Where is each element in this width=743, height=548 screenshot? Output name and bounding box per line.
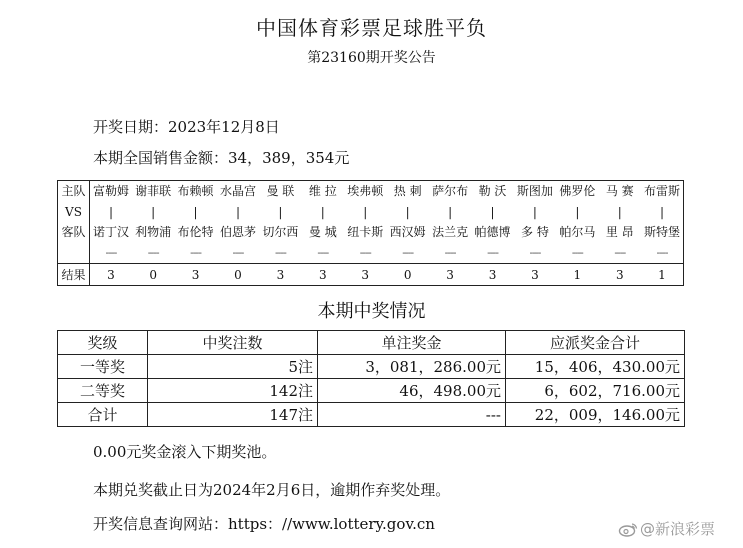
- match-away-team: 帕德博: [474, 225, 511, 240]
- match-home-team: 萨尔布: [432, 184, 469, 199]
- rollover-note: 0.00元奖金滚入下期奖池。: [93, 443, 277, 461]
- dash-separator: ----: [317, 246, 329, 260]
- match-result: 1: [556, 264, 598, 286]
- match-result: 3: [259, 264, 301, 286]
- match-away-team: 西汉姆: [389, 225, 426, 240]
- total-prize: 6，602，716.00元: [506, 379, 685, 403]
- match-home-team: 布雷斯: [643, 184, 680, 199]
- vs-separator: |: [151, 204, 156, 219]
- match-away-team: 多 特: [521, 225, 549, 240]
- match-away-team: 法兰克: [432, 225, 469, 240]
- draw-date: 开奖日期：2023年12月8日: [93, 118, 280, 136]
- dash-separator: ----: [614, 246, 626, 260]
- prize-table: [57, 330, 685, 427]
- match-result: 3: [344, 264, 386, 286]
- match-home-team: 水晶宫: [219, 184, 256, 199]
- match-home-team: 布赖顿: [177, 184, 214, 199]
- vs-separator: |: [193, 204, 198, 219]
- match-result: 0: [217, 264, 259, 286]
- match-result: 1: [641, 264, 684, 286]
- match-result: 3: [471, 264, 513, 286]
- match-result: 3: [90, 264, 132, 286]
- total-prize: 15，406，430.00元: [506, 355, 685, 379]
- match-result: 3: [514, 264, 556, 286]
- row-label-result: 结果: [58, 264, 90, 286]
- vs-separator: |: [108, 204, 113, 219]
- announcement-subtitle: 第23160期开奖公告: [307, 50, 436, 66]
- match-away-team: 利物浦: [135, 225, 172, 240]
- match-row-result: [58, 264, 684, 286]
- table-row: [58, 403, 685, 427]
- weibo-logo-icon: [618, 521, 638, 537]
- dash-separator: ----: [487, 246, 498, 260]
- match-home-team: 维 拉: [308, 184, 337, 199]
- vs-separator: |: [235, 204, 240, 219]
- dash-separator: ----: [274, 246, 286, 260]
- watermark-text: @新浪彩票: [640, 520, 716, 538]
- match-row-vs: [58, 202, 684, 223]
- lottery-website: 开奖信息查询网站：https：//www.lottery.gov.cn: [93, 515, 435, 533]
- match-result: 3: [302, 264, 344, 286]
- match-row-home: [58, 181, 684, 202]
- match-away-team: 切尔西: [262, 225, 299, 240]
- dash-separator: ----: [529, 246, 541, 260]
- row-label-vs: VS: [58, 202, 90, 223]
- dash-separator: ----: [571, 246, 583, 260]
- column-header-total: 应派奖金合计: [506, 331, 685, 355]
- match-result: 3: [599, 264, 641, 286]
- prize-level: 一等奖: [58, 355, 148, 379]
- match-away-team: 里 昂: [605, 225, 634, 240]
- vs-separator: |: [617, 204, 622, 219]
- match-result: 0: [386, 264, 428, 286]
- match-away-team: 纽卡斯: [347, 225, 384, 240]
- match-home-team: 佛罗伦: [559, 184, 596, 199]
- match-home-team: 富勒姆: [92, 184, 129, 199]
- prize-level: 合计: [58, 403, 148, 427]
- vs-separator: |: [490, 204, 495, 219]
- match-home-team: 谢菲联: [135, 184, 172, 199]
- match-away-team: 帕尔马: [559, 225, 596, 240]
- column-header-single: 单注奖金: [318, 331, 506, 355]
- match-row-dash: [58, 243, 684, 264]
- winner-count: 142注: [148, 379, 318, 403]
- sales-amount: 本期全国销售金额：34，389，354元: [93, 149, 350, 167]
- match-away-team: 斯特堡: [643, 225, 680, 240]
- prize-level: 二等奖: [58, 379, 148, 403]
- winner-count: 5注: [148, 355, 318, 379]
- match-home-team: 斯图加: [516, 184, 553, 199]
- match-result: 3: [174, 264, 216, 286]
- match-result: 0: [132, 264, 174, 286]
- prize-table-header: [58, 331, 685, 355]
- single-prize: 46，498.00元: [318, 379, 506, 403]
- vs-separator: |: [532, 204, 537, 219]
- match-home-team: 热 刺: [393, 184, 422, 199]
- table-row: [58, 379, 685, 403]
- announcement-title: 中国体育彩票足球胜平负: [256, 16, 487, 40]
- match-result: 3: [429, 264, 471, 286]
- row-label-home: 主队: [58, 181, 90, 202]
- match-home-team: 曼 联: [266, 184, 295, 199]
- dash-separator: ----: [105, 246, 117, 260]
- prize-section-title: 本期中奖情况: [317, 301, 426, 322]
- single-prize: 3，081，286.00元: [318, 355, 506, 379]
- row-label-away: 客队: [58, 222, 90, 243]
- dash-separator: ----: [444, 246, 456, 260]
- match-home-team: 勒 沃: [478, 184, 507, 199]
- dash-separator: ----: [402, 246, 414, 260]
- winner-count: 147注: [148, 403, 318, 427]
- vs-separator: |: [575, 204, 580, 219]
- dash-separator: ----: [147, 246, 159, 260]
- dash-separator: ----: [232, 246, 244, 260]
- match-away-team: 曼 城: [308, 225, 337, 240]
- row-label-dash: [58, 243, 90, 264]
- match-row-away: [58, 222, 684, 243]
- match-results-table: [57, 180, 684, 286]
- vs-separator: |: [448, 204, 453, 219]
- match-home-team: 埃弗顿: [347, 184, 384, 199]
- match-away-team: 伯恩茅: [219, 225, 256, 240]
- column-header-count: 中奖注数: [148, 331, 318, 355]
- match-away-team: 诺丁汉: [92, 225, 129, 240]
- dash-separator: ----: [359, 246, 371, 260]
- total-prize: 22，009，146.00元: [506, 403, 685, 427]
- vs-separator: |: [659, 204, 665, 219]
- match-away-team: 布伦特: [177, 225, 214, 240]
- single-prize: ---: [318, 403, 506, 427]
- vs-separator: |: [363, 204, 368, 219]
- dash-separator: ----: [190, 246, 201, 260]
- vs-separator: |: [405, 204, 410, 219]
- vs-separator: |: [278, 204, 283, 219]
- table-row: [58, 355, 685, 379]
- dash-separator: ----: [656, 246, 668, 260]
- vs-separator: |: [320, 204, 325, 219]
- column-header-level: 奖级: [58, 331, 148, 355]
- watermark: [618, 518, 715, 539]
- match-home-team: 马 赛: [605, 184, 634, 199]
- redemption-deadline: 本期兑奖截止日为2024年2月6日，逾期作弃奖处理。: [93, 481, 451, 499]
